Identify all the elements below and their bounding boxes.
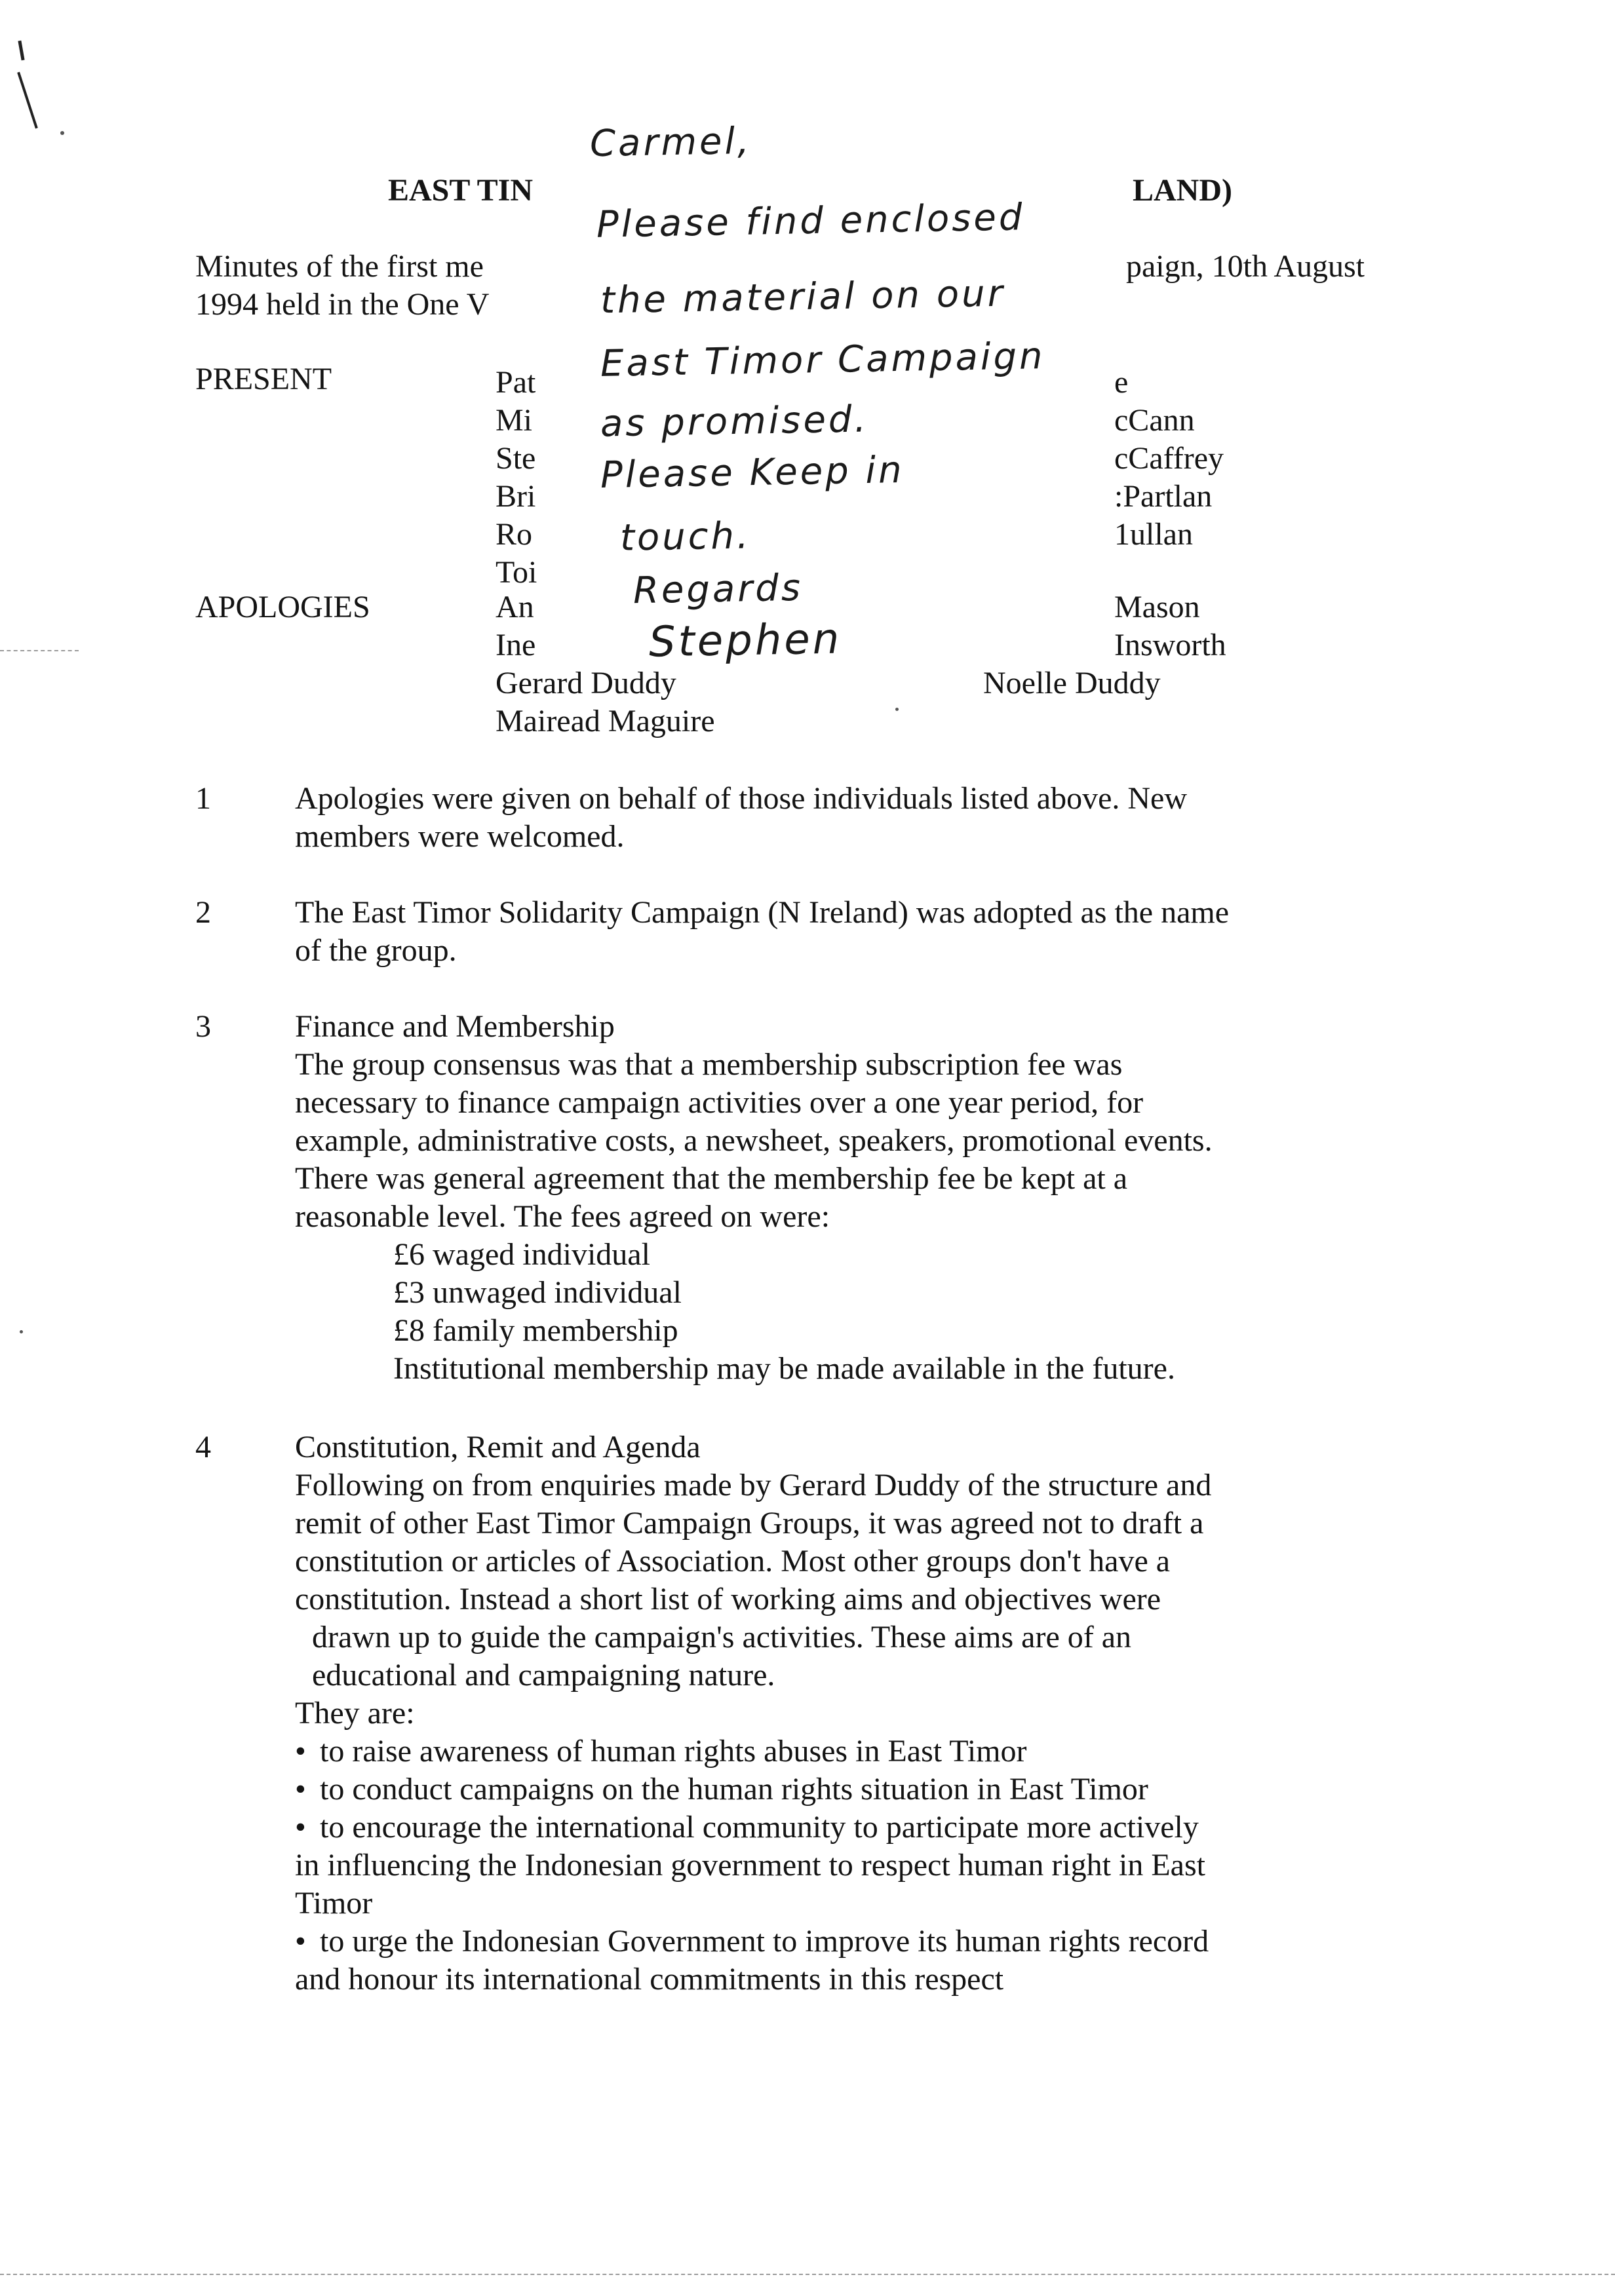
scan-speck <box>20 1330 23 1333</box>
handwritten-line-3: the material on our <box>600 272 1006 322</box>
aim-2 <box>295 1770 1148 1808</box>
handwritten-line-5: as promised. <box>600 398 869 446</box>
minutes-intro-right-1: paign, 10th August <box>1126 249 1365 284</box>
item-4-line-1: Following on from enquiries made by Gerard Duddy of the structure and <box>295 1468 1212 1502</box>
aim-3-cont-2: Timor <box>295 1886 373 1921</box>
aim-1-text: to raise awareness of human rights abuses in East Timor <box>320 1734 1027 1769</box>
present-right-1: e <box>1114 365 1129 400</box>
fee-institutional: Institutional membership may be made available in the future. <box>393 1351 1175 1386</box>
fee-family: £8 family membership <box>393 1313 678 1348</box>
present-right-4: :Partlan <box>1114 479 1213 514</box>
item-1-line-2: members were welcomed. <box>295 819 625 854</box>
present-right-2: cCann <box>1114 403 1195 438</box>
present-name-2: Mi <box>496 403 533 438</box>
handwritten-line-2: Please find enclosed <box>596 196 1025 246</box>
present-name-6: Toi <box>496 555 537 590</box>
apologies-name-4: Mairead Maguire <box>496 704 715 738</box>
item-3-line-2: necessary to finance campaign activities over a one year period, for <box>295 1085 1144 1120</box>
item-4-line-3: constitution or articles of Association. Most other groups don't have a <box>295 1544 1171 1578</box>
bullet-icon: • <box>295 1772 306 1807</box>
item-3-line-3: example, administrative costs, a newsheet, speakers, promotional events. <box>295 1123 1213 1158</box>
scan-speck <box>60 131 64 135</box>
present-name-1: Pat <box>496 365 536 400</box>
aim-3 <box>295 1808 1199 1846</box>
scan-mark <box>18 41 24 60</box>
apologies-name-2: Ine <box>496 628 536 662</box>
aim-1 <box>295 1732 1027 1770</box>
item-3-line-4: There was general agreement that the membership fee be kept at a <box>295 1161 1128 1196</box>
minutes-intro-left-1: Minutes of the first me <box>195 249 484 284</box>
apologies-right-3: Noelle Duddy <box>983 666 1161 700</box>
item-1-line-1: Apologies were given on behalf of those individuals listed above. New <box>295 781 1188 816</box>
handwritten-line-1: Carmel, <box>589 119 752 166</box>
item-4-line-5: drawn up to guide the campaign's activities. These aims are of an <box>312 1620 1132 1655</box>
minutes-intro-left-2: 1994 held in the One V <box>195 287 490 322</box>
handwritten-line-6: Please Keep in <box>600 448 905 497</box>
present-label: PRESENT <box>195 362 332 396</box>
present-right-5: 1ullan <box>1114 517 1193 552</box>
item-4-line-2: remit of other East Timor Campaign Groups, it was agreed not to draft a <box>295 1506 1204 1540</box>
scan-edge <box>0 2274 1615 2275</box>
apologies-name-3: Gerard Duddy <box>496 666 676 700</box>
item-number-4: 4 <box>195 1430 211 1464</box>
bullet-icon: • <box>295 1924 306 1959</box>
fee-waged: £6 waged individual <box>393 1237 650 1272</box>
item-3-line-5: reasonable level. The fees agreed on were: <box>295 1199 830 1234</box>
apologies-label: APOLOGIES <box>195 590 370 624</box>
item-4-line-6: educational and campaigning nature. <box>312 1658 775 1693</box>
handwritten-line-8: Regards <box>632 566 804 613</box>
item-4-line-7: They are: <box>295 1696 415 1731</box>
aim-4 <box>295 1923 1209 1961</box>
apologies-name-1: An <box>496 590 534 624</box>
present-name-4: Bri <box>496 479 536 514</box>
item-4-line-4: constitution. Instead a short list of working aims and objectives were <box>295 1582 1161 1617</box>
aim-2-text: to conduct campaigns on the human rights situation in East Timor <box>320 1772 1148 1807</box>
aim-3-cont-1: in influencing the Indonesian government to respect human right in East <box>295 1848 1205 1883</box>
item-number-3: 3 <box>195 1009 211 1044</box>
item-2-line-2: of the group. <box>295 933 457 968</box>
item-2-line-1: The East Timor Solidarity Campaign (N Ireland) was adopted as the name <box>295 895 1230 930</box>
apologies-right-2: Insworth <box>1114 628 1226 662</box>
handwritten-line-4: East Timor Campaign <box>600 335 1045 385</box>
scan-edge <box>0 650 79 651</box>
item-number-2: 2 <box>195 895 211 930</box>
title-left: EAST TIN <box>388 173 534 208</box>
present-name-3: Ste <box>496 441 536 476</box>
handwritten-line-7: touch. <box>619 514 752 560</box>
present-right-3: cCaffrey <box>1114 441 1224 476</box>
scan-mark <box>17 72 38 129</box>
item-4-heading: Constitution, Remit and Agenda <box>295 1430 701 1464</box>
apologies-right-1: Mason <box>1114 590 1200 624</box>
item-3-line-1: The group consensus was that a membership subscription fee was <box>295 1047 1123 1082</box>
fee-unwaged: £3 unwaged individual <box>393 1275 682 1310</box>
bullet-icon: • <box>295 1734 306 1769</box>
title-right: LAND) <box>1133 173 1232 208</box>
scan-speck <box>895 708 899 711</box>
aim-4-cont: and honour its international commitments in this respect <box>295 1962 1004 1997</box>
bullet-icon: • <box>295 1810 306 1845</box>
item-number-1: 1 <box>195 781 211 816</box>
present-name-5: Ro <box>496 517 533 552</box>
aim-3-text: to encourage the international community to participate more actively <box>320 1810 1199 1845</box>
item-3-heading: Finance and Membership <box>295 1009 615 1044</box>
handwritten-signature: Stephen <box>648 615 842 667</box>
aim-4-text: to urge the Indonesian Government to improve its human rights record <box>320 1924 1209 1959</box>
